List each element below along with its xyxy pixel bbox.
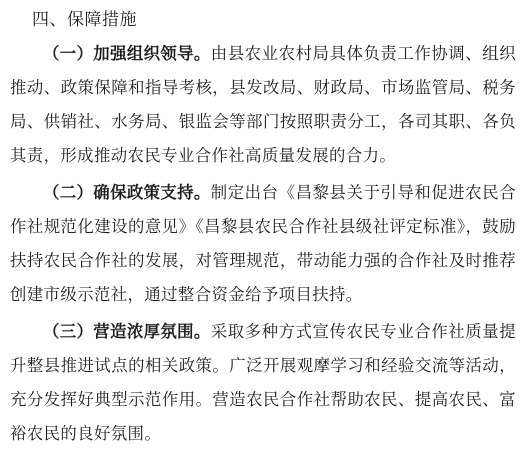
paragraph-body-3: 采取多种方式宣传农民专业合作社质量提升整县推进试点的相关政策。广泛开展观摩学习和经验交流等活动，充分发挥好典型示范作用。营造农民合作社帮助农民、提高农民、富裕农民的良好氛围。 — [10, 322, 517, 443]
section-heading: 四、保障措施 — [32, 10, 137, 30]
paragraph-atmosphere — [10, 315, 516, 451]
paragraph-organization-leadership — [10, 37, 516, 173]
paragraph-body-2: 制定出台《昌黎县关于引导和促进农民合作社规范化建设的意见》《昌黎县农民合作社县级社评定标准》，鼓励扶持农民合作社的发展，对管理规范，带动能力强的合作社及时推荐创建市级示范社，通过整合资金给予项目扶持。 — [10, 183, 517, 304]
paragraph-lead-1: （一）加强组织领导。 — [43, 44, 211, 63]
paragraph-body-1: 由县农业农村局具体负责工作协调、组织推动、政策保障和指导考核，县发改局、财政局、市场监管局、税务局、供销社、水务局、银监会等部门按照职责分工，各司其职、各负其责，形成推动农民专业合作社高质量发展的合力。 — [10, 44, 517, 165]
paragraph-policy-support — [10, 176, 516, 312]
paragraph-lead-2: （二）确保政策支持。 — [43, 183, 211, 202]
paragraph-lead-3: （三）营造浓厚氛围。 — [43, 322, 211, 341]
